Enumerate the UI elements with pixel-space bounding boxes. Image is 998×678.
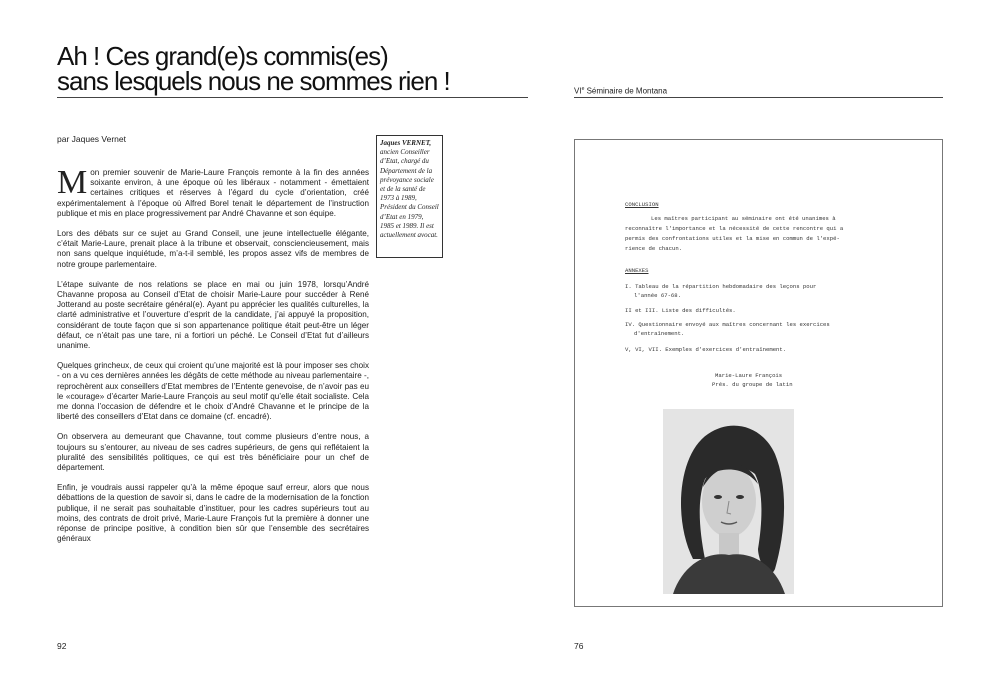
annex-1-line-2: l'année 67-68. <box>634 292 681 299</box>
title-line-1: Ah ! Ces grand(e)s commis(es) <box>57 41 388 71</box>
annex-3-line-2: d'entraînement. <box>634 330 685 337</box>
paragraph-6: Enfin, je voudrais aussi rappeler qu’à la même époque sauf erreur, alors que nous débattions de la question de savoir si, dans le cadre de la modernisation de la fonction publique, il ne serait pas souhaitable d’instituer, pour les cadres supérieurs tout au moins, des contrats de droit privé, Marie-Laure François fut la première à donner une réponse de principe positive, à condition bien sûr que l’ensemble des secrétaires généraux <box>57 483 369 544</box>
article-title <box>57 41 527 96</box>
annex-2: II et III. Liste des difficultés. <box>625 307 736 314</box>
signature-title: Prés. du groupe de latin <box>712 381 793 388</box>
paragraph-1-text: on premier souvenir de Marie-Laure François remonte à la fin des années soixante environ, à une époque où les libéraux - notamment - émettaient certaines critiques et réserves à l’égard du cycle d’orientation, créé expérimentalement à l’époque où Alfred Borel tenait le département de l’instruction publique et mis en place progressivement par André Chavanne et son équipe. <box>57 168 369 218</box>
paragraph-2: Lors des débats sur ce sujet au Grand Conseil, une jeune intellectuelle élégante, c’était Marie-Laure, prenait place à la tribune et observait, consciencieusement, mais non sans quelque inquiétude, m’a-t-il semblé, les propos assez vifs de membres de notre groupe parlementaire. <box>57 229 369 269</box>
conclusion-line-2: reconnaître l'importance et la nécessité de cette rencontre qui a <box>625 225 844 232</box>
header-prefix: VI <box>574 86 582 96</box>
page-number-right: 76 <box>574 641 584 651</box>
conclusion-line-3: permis des confrontations utiles et la mise en commun de l'expé- <box>625 235 840 242</box>
paragraph-4: Quelques grincheux, de ceux qui croient qu’une majorité est là pour imposer ses choix - on a vu ces dernières années les dégâts de cette méthode au niveau parlementaire -, reprochèrent aux conseillers d’Etat membres de l’Entente genevoise, de n’avoir pas eu le «courage» d’écarter Marie-Laure François au seul motif qu’elle était socialiste. Cela me donna l’occasion de défendre et le choix d’André Chavanne et le principe de la liberté des conseillers d’Etat dans ce domaine (cf. encadré). <box>57 361 369 422</box>
header-rest: Séminaire de Montana <box>584 86 668 96</box>
portrait-illustration <box>663 409 794 594</box>
paragraph-1 <box>57 164 369 219</box>
page-number-left: 92 <box>57 641 67 651</box>
title-line-2: sans lesquels nous ne sommes rien ! <box>57 66 450 96</box>
signature-name: Marie-Laure François <box>715 372 783 379</box>
portrait-photo <box>663 409 794 594</box>
title-divider <box>57 97 528 98</box>
conclusion-heading: CONCLUSION <box>625 201 659 208</box>
annex-3-line-1: IV. Questionnaire envoyé aux maîtres concernant les exercices <box>625 321 830 328</box>
annex-1-line-1: I. Tableau de la répartition hebdomadaire des leçons pour <box>625 283 817 290</box>
paragraph-5: On observera au demeurant que Chavanne, tout comme plusieurs d’entre nous, a toujours su s’entourer, au niveau de ses cadres supérieurs, de gens qui reflétaient la pluralité des sensibilités politiques, ce qui est très bénéficiaire pour un chef de département. <box>57 432 369 473</box>
byline: par Jaques Vernet <box>57 134 126 144</box>
header-sup: e <box>581 86 585 92</box>
author-sidebox <box>376 135 443 258</box>
running-header <box>574 86 667 96</box>
drop-cap: M <box>57 164 88 201</box>
paragraph-3: L’étape suivante de nos relations se place en mai ou juin 1978, lorsqu’André Chavanne proposa au Conseil d’Etat de choisir Marie-Laure pour succéder à René Jotterand au poste secrétaire général(e). Ayant pu apprécier les qualités culturelles, la clarté administrative et l’ouverture d’esprit de la candidate, j’ai appuyé la proposition, considérant de toute façon que si son appartenance politique était peut-être un léger défaut, ce n’était pas une tare, ni a fortiori un péché. Le Conseil d’Etat fut d’ailleurs unanime. <box>57 279 369 351</box>
article-body <box>57 164 369 555</box>
conclusion-line-4: rience de chacun. <box>625 245 683 252</box>
sidebox-text: ancien Conseiller d’Etat, chargé du Département de la prévoyance sociale et de la santé de 1973 à 1989, Président du Conseil d’Etat en 1979, 1985 et 1989. Il est actuellement avocat. <box>380 148 439 240</box>
annex-4: V, VI, VII. Exemples d'exercices d'entraînement. <box>625 346 787 353</box>
conclusion-line-1: Les maîtres participant au séminaire ont été unanimes à <box>651 215 836 222</box>
sidebox-name: Jaques VERNET, <box>380 139 432 147</box>
annexes-heading: ANNEXES <box>625 267 649 274</box>
header-divider <box>574 97 943 98</box>
